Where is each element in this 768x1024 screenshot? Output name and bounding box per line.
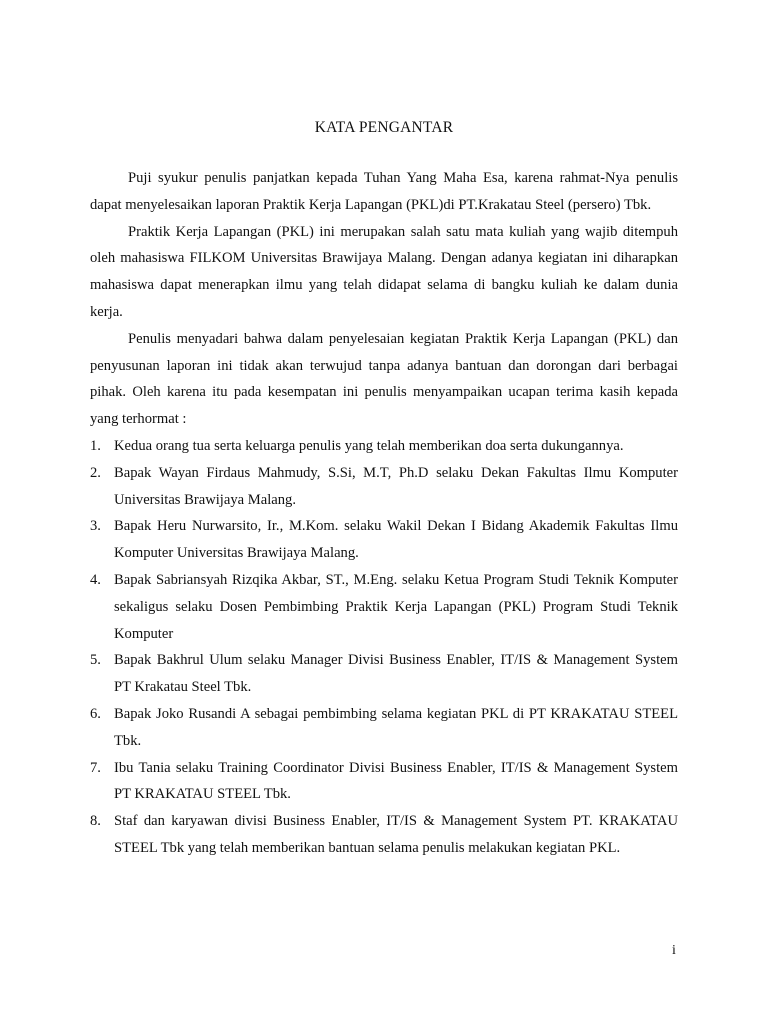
list-item xyxy=(90,513,678,567)
list-item xyxy=(90,433,678,460)
list-item-number: 7. xyxy=(90,759,101,776)
list-item-text: Bapak Wayan Firdaus Mahmudy, S.Si, M.T, Ph.D selaku Dekan Fakultas Ilmu Komputer Universitas Brawijaya Malang. xyxy=(114,464,678,508)
page-title: KATA PENGANTAR xyxy=(314,119,454,136)
list-item-number: 5. xyxy=(90,652,101,669)
list-item-text: Bapak Bakhrul Ulum selaku Manager Divisi Business Enabler, IT/IS & Management System PT Krakatau Steel Tbk. xyxy=(114,652,678,696)
list-item-number: 8. xyxy=(90,813,101,830)
paragraph-acknowledgement-intro: Penulis menyadari bahwa dalam penyelesaian kegiatan Praktik Kerja Lapangan (PKL) dan penyusunan laporan ini tidak akan terwujud tanpa adanya bantuan dan dorongan dari berbagai pihak. Oleh karena itu pada kesempatan ini penulis menyampaikan ucapan terima kasih kepada yang terhormat : xyxy=(90,330,678,428)
list-item xyxy=(90,460,678,514)
list-item-text: Kedua orang tua serta keluarga penulis yang telah memberikan doa serta dukungannya. xyxy=(114,437,624,454)
list-item-number: 2. xyxy=(90,464,101,481)
list-item xyxy=(90,701,678,755)
list-item-number: 6. xyxy=(90,705,101,722)
list-item xyxy=(90,755,678,809)
document-body xyxy=(90,165,678,862)
list-item xyxy=(90,647,678,701)
paragraph-pkl-description: Praktik Kerja Lapangan (PKL) ini merupakan salah satu mata kuliah yang wajib ditempuh oleh mahasiswa FILKOM Universitas Brawijaya Malang. Dengan adanya kegiatan ini diharapkan mahasiswa dapat menerapkan ilmu yang telah didapat selama di bangku kuliah ke dalam dunia kerja. xyxy=(90,223,678,320)
list-item-text: Staf dan karyawan divisi Business Enabler, IT/IS & Management System PT. KRAKATAU STEEL Tbk yang telah memberikan bantuan selama penulis melakukan kegiatan PKL. xyxy=(114,813,678,856)
page-number: i xyxy=(672,943,676,958)
list-item-text: Bapak Sabriansyah Rizqika Akbar, ST., M.Eng. selaku Ketua Program Studi Teknik Komputer sekaligus selaku Dosen Pembimbing Praktik Kerja Lapangan (PKL) Program Studi Teknik Komputer xyxy=(114,571,678,642)
list-item-text: Ibu Tania selaku Training Coordinator Divisi Business Enabler, IT/IS & Management System PT KRAKATAU STEEL Tbk. xyxy=(114,759,678,803)
list-item-text: Bapak Joko Rusandi A sebagai pembimbing selama kegiatan PKL di PT KRAKATAU STEEL Tbk. xyxy=(114,705,678,749)
paragraph-opening: Puji syukur penulis panjatkan kepada Tuhan Yang Maha Esa, karena rahmat-Nya penulis dapat menyelesaikan laporan Praktik Kerja Lapangan (PKL)di PT.Krakatau Steel (persero) Tbk. xyxy=(90,170,678,213)
list-item-number: 4. xyxy=(90,571,101,588)
list-item-text: Bapak Heru Nurwarsito, Ir., M.Kom. selaku Wakil Dekan I Bidang Akademik Fakultas Ilmu Komputer Universitas Brawijaya Malang. xyxy=(114,518,678,562)
list-item xyxy=(90,808,678,862)
list-item-number: 3. xyxy=(90,518,101,535)
acknowledgement-list xyxy=(90,433,678,862)
list-item xyxy=(90,567,678,647)
list-item-number: 1. xyxy=(90,437,101,454)
